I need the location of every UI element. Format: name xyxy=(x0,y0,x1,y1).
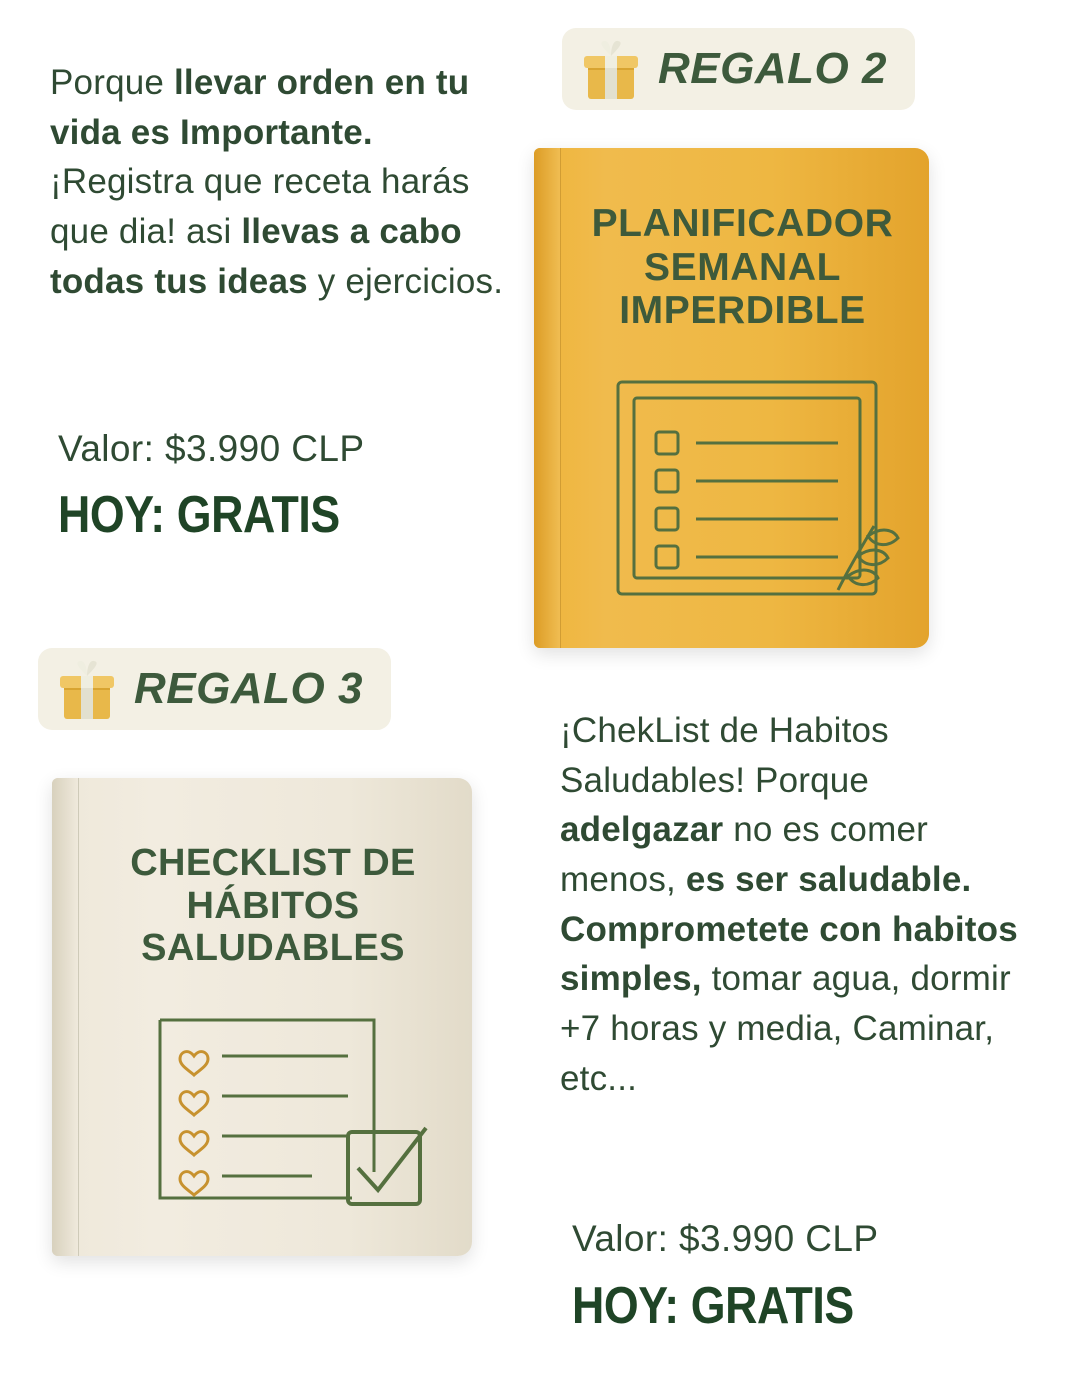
checklist-book-title xyxy=(52,842,472,970)
planner-book-cover xyxy=(534,148,929,648)
gift3-copy-plain-3: tomar agua, dormir +7 horas y media, Caminar, etc... xyxy=(560,959,1011,1098)
gift2-free-label: HOY: GRATIS xyxy=(58,486,340,544)
habits-checklist-illustration xyxy=(152,1012,452,1222)
planner-book-title xyxy=(534,202,929,333)
checklist-title-line-3: SALUDABLES xyxy=(141,927,405,970)
gift2-copy-plain-2: ¡Registra que receta harás que dia! asi xyxy=(50,162,470,252)
gift2-copy-plain-3: y ejercicios. xyxy=(307,261,504,301)
gift2-badge-label: REGALO 2 xyxy=(658,44,887,93)
gift3-copy-bold-3: Comprometete con habitos simples, xyxy=(560,909,1018,999)
planner-title-line-2: SEMANAL xyxy=(643,245,842,289)
gift2-copy-plain-1: Porque xyxy=(50,63,174,102)
gift2-description xyxy=(50,58,505,306)
gift3-badge xyxy=(38,648,391,730)
gift3-free-label: HOY: GRATIS xyxy=(572,1277,854,1335)
gift3-price: Valor: $3.990 CLP xyxy=(572,1218,879,1259)
gift2-badge xyxy=(562,28,915,110)
gift2-copy-bold-1: llevar orden en tu vida es Importante. xyxy=(50,63,470,152)
planner-title-line-3: IMPERDIBLE xyxy=(619,289,866,333)
gift2-copy-bold-2: llevas a cabo todas tus ideas xyxy=(50,212,462,301)
gift-icon xyxy=(54,658,120,720)
planner-title-line-1: PLANIFICADOR xyxy=(591,202,894,245)
gift3-copy-bold-2: es ser saludable. xyxy=(685,860,972,900)
gift3-description xyxy=(560,706,1030,1104)
checklist-title-line-1: CHECKLIST DE xyxy=(130,842,416,884)
gift-icon xyxy=(578,38,644,100)
gift3-copy-plain-1: ¡ChekList de Habitos Saludables! Porque xyxy=(560,711,889,800)
checklist-title-line-2: HÁBITOS xyxy=(186,884,360,927)
gift2-price: Valor: $3.990 CLP xyxy=(58,428,365,469)
gift3-copy-plain-2: no es comer menos, xyxy=(560,810,928,900)
checklist-book-cover xyxy=(52,778,472,1256)
gift3-copy-bold-1: adelgazar xyxy=(560,810,724,850)
gift3-badge-label: REGALO 3 xyxy=(134,664,363,713)
planner-checklist-illustration xyxy=(612,376,902,616)
